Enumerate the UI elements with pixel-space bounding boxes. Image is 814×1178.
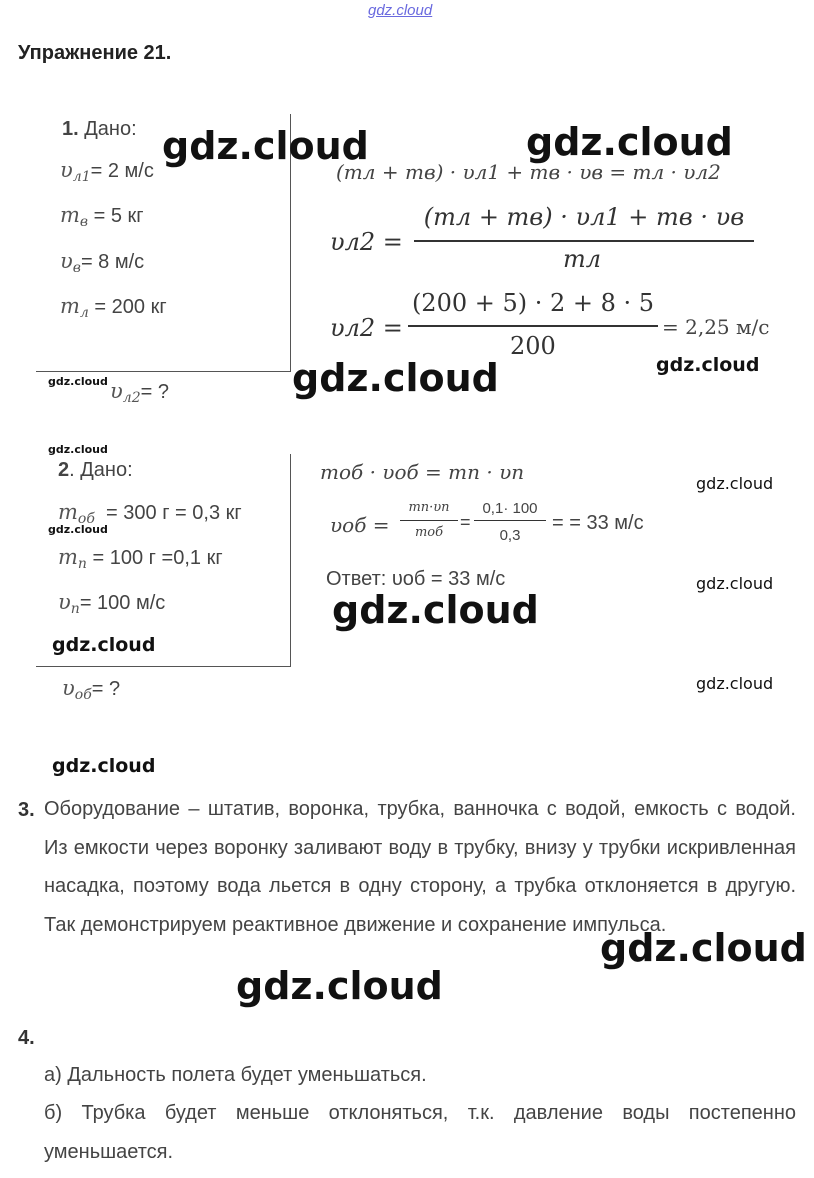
p1-sub-3: в bbox=[72, 260, 81, 276]
p1-rest-1: = 2 м/с bbox=[90, 160, 154, 182]
p1-sym-3: υ bbox=[60, 249, 73, 273]
p2-sub-1: об bbox=[77, 511, 95, 527]
p2-frac2-numerator: 0,1· 100 bbox=[482, 500, 538, 517]
problem-2-given bbox=[58, 459, 133, 482]
p1-momentum-equation: (mл + mв) · υл1 + mв · υв = mл · υл2 bbox=[336, 160, 721, 184]
p1-eq2-denominator: mл bbox=[563, 245, 602, 273]
p2-frac2-denominator: 0,3 bbox=[499, 527, 521, 544]
watermark: gdz.cloud bbox=[332, 588, 539, 632]
item-3-text: Оборудование – штатив, воронка, трубка, ванночка с водой, емкость с водой. Из емкости через воронку заливают воду в трубку, внизу у трубки искривленная насадка, поэтому вода льется в одну сторону, а трубка отклоняется в другую. Так демонстрируем реактивное движение и сохранение импульса. bbox=[44, 798, 796, 936]
p1-rest-2: = 5 кг bbox=[93, 205, 144, 227]
p1-eq3-denominator: 200 bbox=[510, 332, 556, 360]
p1-eq3-lhs: υл2 = bbox=[330, 314, 403, 342]
watermark: gdz.cloud bbox=[52, 755, 156, 777]
watermark: gdz.cloud bbox=[162, 124, 369, 168]
p1-horizontal-rule bbox=[36, 371, 290, 372]
p1-eq2-num-text: (mл + mв) · υл1 + mв · υв bbox=[423, 203, 745, 231]
p2-eq2-lhs: υоб = bbox=[330, 513, 390, 537]
p1-eq2-fraction-line bbox=[414, 240, 754, 242]
p2-horizontal-rule bbox=[36, 666, 290, 667]
p2-eq2-result: = = 33 м/с bbox=[552, 512, 644, 534]
problem-1-number: 1. bbox=[62, 118, 79, 140]
watermark: gdz.cloud bbox=[52, 634, 156, 656]
item-4-number: 4. bbox=[18, 1027, 35, 1049]
watermark: gdz.cloud bbox=[48, 375, 108, 388]
p1-given-line-1 bbox=[60, 158, 154, 185]
watermark: gdz.cloud bbox=[236, 964, 443, 1008]
p2-find-sym: υ bbox=[62, 676, 75, 700]
problem-2-number: 2 bbox=[58, 459, 70, 481]
p2-eq2-result-text: = 33 м/с bbox=[569, 512, 644, 534]
watermark: gdz.cloud bbox=[696, 474, 774, 493]
p1-find-rest: = ? bbox=[140, 381, 169, 403]
item-4-a: а) Дальность полета будет уменьшаться. bbox=[44, 1064, 427, 1086]
p1-sub-4: л bbox=[79, 305, 89, 321]
p2-sym-1: m bbox=[58, 500, 78, 524]
p2-frac2-line bbox=[474, 520, 546, 521]
p2-answer-value: υоб = 33 м/с bbox=[391, 568, 506, 590]
p2-find-sub: об bbox=[74, 687, 92, 703]
item-4-b: б) Трубка будет меньше отклоняться, т.к. давление воды постепенно уменьшается. bbox=[44, 1102, 796, 1163]
watermark: gdz.cloud bbox=[696, 574, 774, 593]
p2-rest-3: = 100 м/с bbox=[79, 592, 166, 614]
p2-frac1-numerator: mп·υп bbox=[408, 500, 450, 515]
p1-sym-4: m bbox=[60, 294, 80, 318]
exercise-title: Упражнение 21. bbox=[18, 42, 172, 64]
problem-1-given bbox=[62, 118, 137, 141]
problem-1-given-label: Дано: bbox=[84, 118, 137, 140]
p1-eq2-numerator bbox=[414, 203, 754, 231]
p2-sym-3: υ bbox=[58, 590, 71, 614]
p2-find-rest: = ? bbox=[91, 678, 121, 700]
p1-find-sym: υ bbox=[110, 379, 123, 403]
p2-eq-sign: = bbox=[460, 512, 471, 532]
watermark: gdz.cloud bbox=[696, 674, 774, 693]
p2-frac1-denominator: mоб bbox=[414, 525, 444, 540]
p2-answer-label: Ответ: bbox=[326, 568, 387, 590]
p2-vertical-rule bbox=[290, 454, 291, 667]
watermark: gdz.cloud bbox=[292, 356, 499, 400]
p2-given-line-3 bbox=[58, 590, 165, 617]
p1-sub-2: в bbox=[79, 214, 89, 230]
p2-momentum-equation: mоб · υоб = mп · υп bbox=[320, 460, 525, 484]
watermark: gdz.cloud bbox=[600, 926, 807, 970]
item-3-number: 3. bbox=[18, 799, 35, 821]
p1-eq2-lhs: υл2 = bbox=[330, 228, 403, 256]
problem-2-given-label: . Дано: bbox=[69, 459, 133, 481]
p1-given-line-3 bbox=[60, 249, 144, 276]
watermark: gdz.cloud bbox=[526, 120, 733, 164]
p1-sym-1: υ bbox=[60, 158, 73, 182]
top-watermark[interactable]: gdz.cloud bbox=[368, 2, 433, 19]
p2-find bbox=[62, 676, 120, 703]
p1-find-sub: л2 bbox=[122, 390, 141, 406]
p2-frac1-line bbox=[400, 520, 458, 521]
p2-given-line-2 bbox=[58, 545, 223, 572]
watermark: gdz.cloud bbox=[656, 354, 760, 376]
p2-sym-2: m bbox=[58, 545, 78, 569]
p1-eq3-result: = 2,25 м/с bbox=[662, 315, 770, 339]
p1-eq3-numerator: (200 + 5) · 2 + 8 · 5 bbox=[411, 289, 655, 317]
watermark: gdz.cloud bbox=[48, 523, 108, 536]
p1-sub-1: л1 bbox=[72, 169, 91, 185]
p2-sub-3: п bbox=[70, 601, 80, 617]
p1-given-line-2 bbox=[60, 203, 144, 230]
watermark: gdz.cloud bbox=[48, 443, 108, 456]
p1-given-line-4 bbox=[60, 294, 167, 321]
p2-rest-1: = 300 г = 0,3 кг bbox=[106, 502, 242, 524]
p1-eq3-fraction-line bbox=[408, 325, 658, 327]
p1-sym-2: m bbox=[60, 203, 80, 227]
p2-rest-2: = 100 г =0,1 кг bbox=[92, 547, 223, 569]
p1-rest-3: = 8 м/с bbox=[80, 251, 145, 273]
p1-find bbox=[110, 379, 169, 406]
p2-sub-2: п bbox=[77, 556, 87, 572]
p1-rest-4: = 200 кг bbox=[94, 296, 167, 318]
